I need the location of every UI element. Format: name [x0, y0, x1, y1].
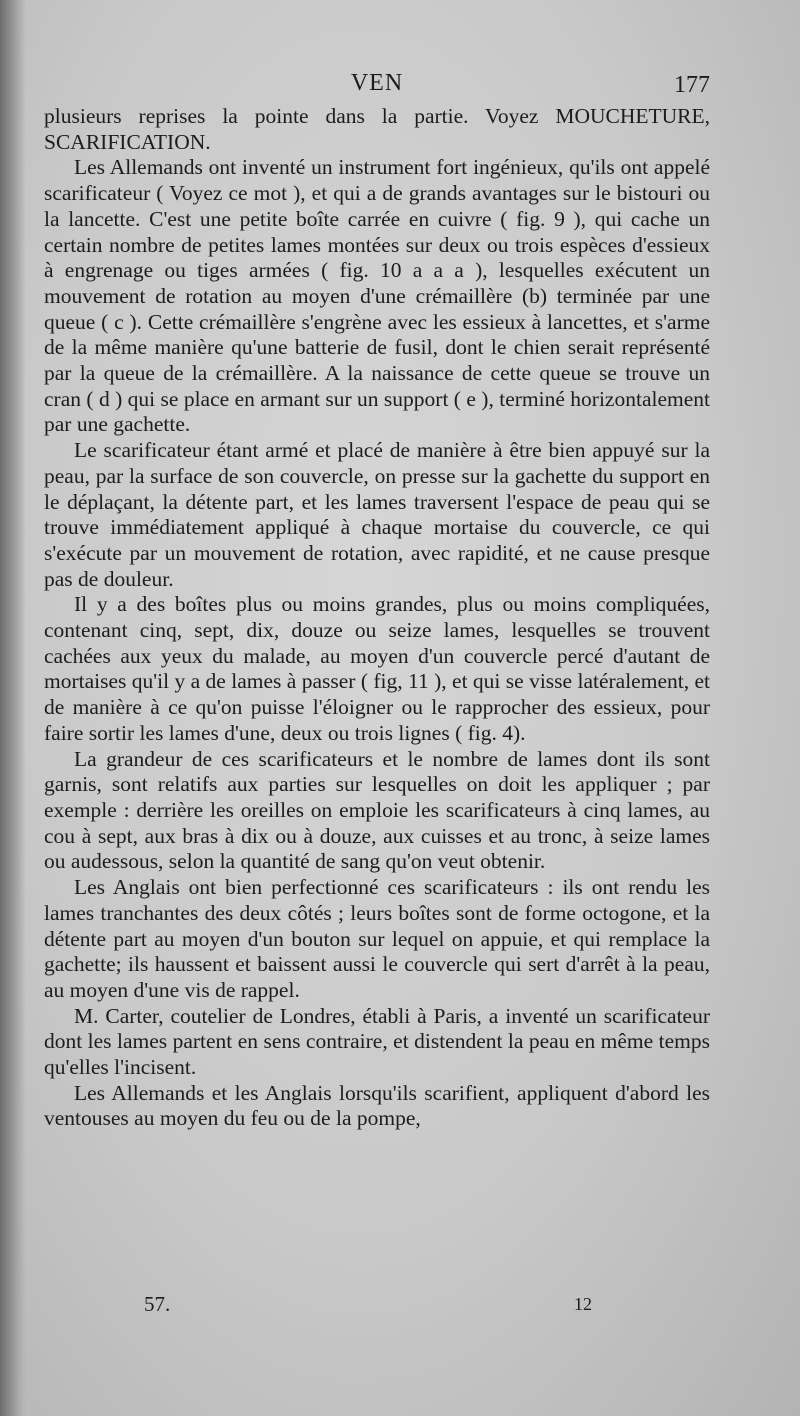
paragraph: Les Allemands et les Anglais lorsqu'ils scarifient, appliquent d'abord les ventouses au moyen du feu ou de la pompe,	[44, 1080, 710, 1131]
paragraph: La grandeur de ces scarificateurs et le nombre de lames dont ils sont garnis, sont relatifs aux parties sur lesquelles on doit les appliquer ; par exemple : derrière les oreilles on emploie les scarificateurs à cinq lames, au cou à sept, aux bras à dix ou à douze, aux cuisses et au tronc, à seize lames ou audessous, selon la quantité de sang qu'on veut obtenir.	[44, 746, 710, 874]
signature-mark: 57.	[144, 1292, 171, 1316]
page-header	[44, 70, 710, 104]
running-head: VEN	[350, 70, 404, 96]
paragraph: Il y a des boîtes plus ou moins grandes, plus ou moins compliquées, contenant cinq, sept, dix, douze ou seize lames, lesquelles se trouvent cachées aux yeux du malade, au moyen d'un couvercle percé d'autant de mortaises qu'il y a de lames à passer ( fig, 11 ), et qui se visse latéralement, et de manière à ce qu'on puisse l'éloigner ou le rapprocher des essieux, pour faire sortir les lames d'une, deux ou trois lignes ( fig. 4).	[44, 592, 710, 745]
binding-gutter	[0, 0, 26, 1416]
body-text	[44, 104, 710, 1132]
page-number: 177	[674, 72, 710, 98]
paragraph: M. Carter, coutelier de Londres, établi à Paris, a inventé un scarificateur dont les lames partent en sens contraire, et distendent la peau en même temps qu'elles l'incisent.	[44, 1003, 710, 1080]
paragraph-continuation: plusieurs reprises la pointe dans la partie. Voyez MOUCHETURE, SCARIFICATION.	[44, 104, 710, 154]
sheet-number: 12	[574, 1294, 592, 1314]
paragraph: Le scarificateur étant armé et placé de manière à être bien appuyé sur la peau, par la surface de son couvercle, on presse sur la gachette du support en le déplaçant, la détente part, et les lames traversent l'espace de peau qui se trouve immédiatement appliqué à chaque mortaise du couvercle, ce qui s'exécute par un mouvement de rotation, avec rapidité, et ne cause presque pas de douleur.	[44, 438, 710, 591]
paragraph: Les Allemands ont inventé un instrument fort ingénieux, qu'ils ont appelé scarificateur ( Voyez ce mot ), et qui a de grands avantages sur le bistouri ou la lancette. C'est une petite boîte carrée en cuivre ( fig. 9 ), qui cache un certain nombre de petites lames montées sur deux ou trois espèces d'essieux à engrenage ou tiges armées ( fig. 10 a a a ), lesquelles exécutent un mouvement de rotation au moyen d'une crémaillère (b) terminée par une queue ( c ). Cette crémaillère s'engrène avec les essieux à lancettes, et s'arme de la même manière qu'une batterie de fusil, dont le chien serait représenté par la queue de la crémaillère. A la naissance de cette queue se trouve un cran ( d ) qui se place en armant sur un support ( e ), terminé horizontalement par une gachette.	[44, 155, 710, 437]
paragraph: Les Anglais ont bien perfectionné ces scarificateurs : ils ont rendu les lames tranchantes des deux côtés ; leurs boîtes sont de forme octogone, et la détente part au moyen d'un bouton sur lequel on appuie, et qui remplace la gachette; ils haussent et baissent aussi le couvercle qui sert d'arrêt à la peau, au moyen d'une vis de rappel.	[44, 875, 710, 1002]
page-footer	[44, 1292, 710, 1322]
